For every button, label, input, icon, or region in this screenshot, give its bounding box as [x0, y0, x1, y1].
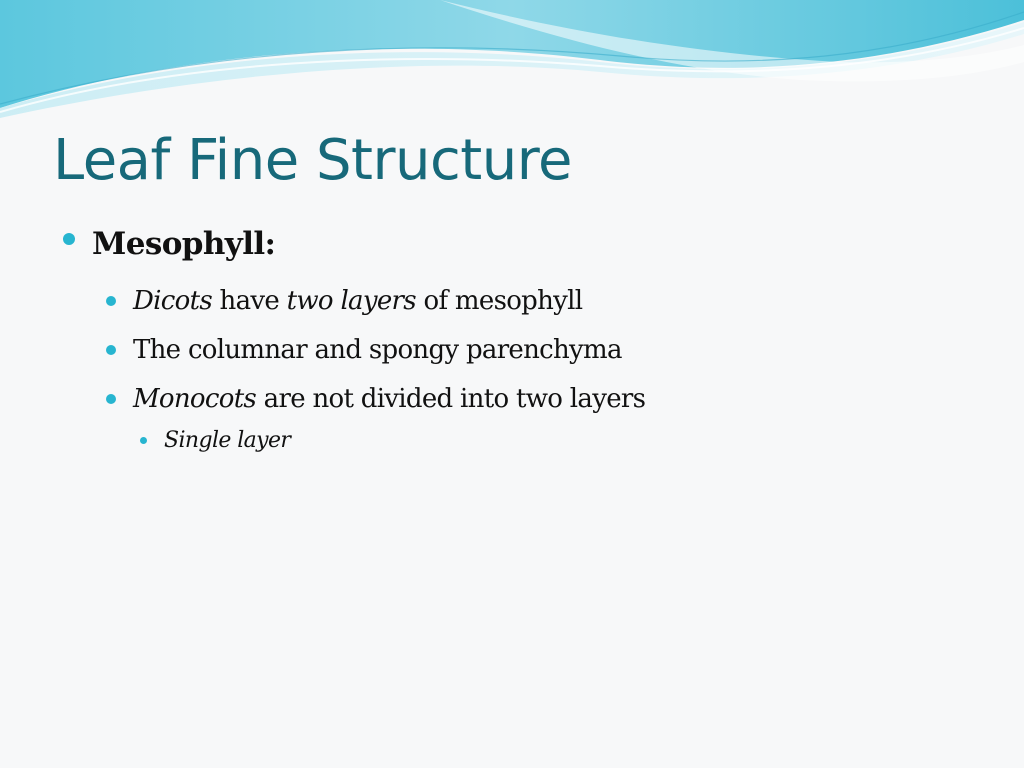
bullet-dot-icon	[106, 394, 116, 404]
sub-bullet-list	[106, 276, 645, 423]
monocots-term: Monocots	[133, 383, 257, 414]
parenchyma-text: The columnar and spongy parenchyma	[133, 334, 622, 365]
list-item-parenchyma	[106, 325, 645, 374]
dicots-text	[133, 286, 582, 316]
sub-sub-bullet-list	[140, 424, 290, 456]
bullet-dot-icon	[106, 345, 116, 355]
monocots-text	[133, 384, 645, 414]
dicots-term: Dicots	[133, 285, 212, 316]
bullet-list	[63, 224, 275, 264]
list-item-dicots	[106, 276, 645, 325]
text-fragment: have	[211, 285, 287, 316]
list-item-single-layer	[140, 424, 290, 456]
bullet-dot-icon	[140, 437, 147, 444]
single-layer-text: Single layer	[164, 427, 291, 453]
bullet-dot-icon	[106, 296, 116, 306]
bullet-dot-icon	[63, 233, 75, 245]
header-wave-banner	[0, 0, 1024, 120]
slide-title: Leaf Fine Structure	[53, 128, 572, 193]
list-item-mesophyll	[63, 224, 275, 264]
list-item-monocots	[106, 374, 645, 423]
mesophyll-heading: Mesophyll:	[92, 226, 276, 262]
text-fragment: of mesophyll	[415, 285, 583, 316]
two-layers-term: two layers	[286, 285, 416, 316]
text-fragment: are not divided into two layers	[256, 383, 646, 414]
